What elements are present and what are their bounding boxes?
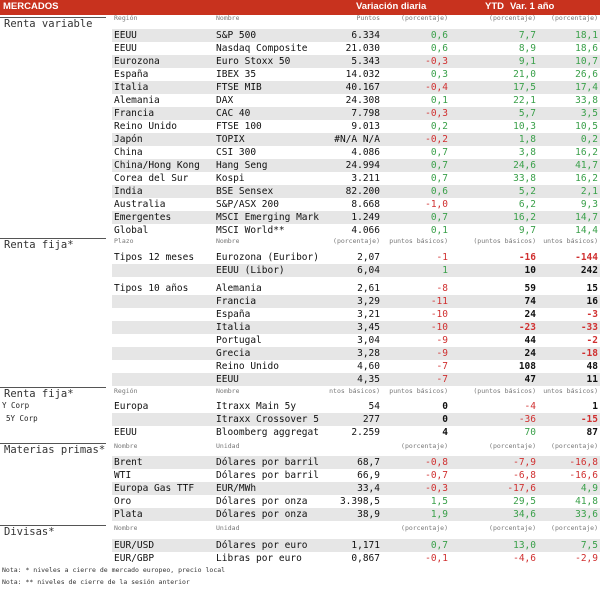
column-header: ntos básicos) <box>329 387 380 395</box>
name-cell: Portugal <box>216 335 262 346</box>
ytd-cell: -17,6 <box>507 483 536 494</box>
region-cell: Italia <box>114 82 149 93</box>
value-cell: 5.343 <box>351 56 380 67</box>
column-header: (porcentaje) <box>551 442 598 450</box>
column-header: (porcentaje) <box>333 237 380 245</box>
header-ytd: YTD <box>485 1 504 12</box>
ytd-cell: 10 <box>524 265 536 276</box>
region-cell: Alemania <box>114 95 160 106</box>
name-cell: España <box>216 309 251 320</box>
column-header: Puntos <box>356 14 380 22</box>
year-cell: 26,6 <box>575 69 598 80</box>
ytd-cell: 7,7 <box>518 30 536 41</box>
region-cell: Corea del Sur <box>114 173 189 184</box>
value-cell: 2,07 <box>357 252 380 263</box>
group-label-12m: Tipos 12 meses <box>114 252 195 263</box>
ytd-cell: 21,0 <box>513 69 536 80</box>
daily-cell: 0,1 <box>430 95 448 106</box>
region-cell: India <box>114 186 143 197</box>
region-cell: EEUU <box>114 427 137 438</box>
year-cell: -16,6 <box>569 470 598 481</box>
column-header: untos básicos) <box>543 237 598 245</box>
name-cell: Eurozona (Euribor) <box>216 252 319 263</box>
section-title: Renta fija* <box>4 239 74 251</box>
region-cell: EEUU <box>114 43 137 54</box>
value-cell: 7.798 <box>351 108 380 119</box>
ytd-cell: 13,0 <box>513 540 536 551</box>
ytd-cell: -4 <box>524 401 536 412</box>
column-header: Nombre <box>216 237 240 245</box>
header-title: MERCADOS <box>3 1 59 12</box>
year-cell: -2,9 <box>575 553 598 564</box>
name-cell: EUR/USD <box>114 540 155 551</box>
ytd-cell: 1,8 <box>518 134 536 145</box>
value-cell: 1,171 <box>351 540 380 551</box>
value-cell: 3,04 <box>357 335 380 346</box>
column-header: (puntos básicos) <box>473 387 536 395</box>
year-cell: 10,7 <box>575 56 598 67</box>
region-cell: Australia <box>114 199 166 210</box>
column-header: Región <box>114 387 138 395</box>
value-cell: 277 <box>362 414 380 425</box>
section-label-cr <box>0 387 106 401</box>
column-header: (porcentaje) <box>489 524 536 532</box>
header-bar <box>0 0 600 15</box>
name-cell: EUR/GBP <box>114 553 155 564</box>
ytd-cell: 5,2 <box>518 186 536 197</box>
name-cell: EEUU (Libor) <box>216 265 285 276</box>
year-cell: -15 <box>580 414 598 425</box>
ytd-cell: 16,2 <box>513 212 536 223</box>
name-cell: WTI <box>114 470 132 481</box>
header-daily: Variación diaria <box>356 1 427 12</box>
daily-cell: -7 <box>436 374 448 385</box>
value-cell: #N/A N/A <box>334 134 380 145</box>
value-cell: 24.994 <box>345 160 380 171</box>
region-cell: Global <box>114 225 149 236</box>
ytd-cell: 34,6 <box>513 509 536 520</box>
value-cell: 3,21 <box>357 309 380 320</box>
region-cell: China <box>114 147 143 158</box>
ytd-cell: 3,8 <box>518 147 536 158</box>
year-cell: 48 <box>586 361 598 372</box>
daily-cell: 0,2 <box>430 121 448 132</box>
value-cell: 14.032 <box>345 69 380 80</box>
name-cell: Nasdaq Composite <box>216 43 308 54</box>
value-cell: 40.167 <box>345 82 380 93</box>
daily-cell: -11 <box>430 296 448 307</box>
name-cell: CAC 40 <box>216 108 251 119</box>
daily-cell: 0,7 <box>430 147 448 158</box>
daily-cell: -0,3 <box>425 108 448 119</box>
unit-cell: Dólares por onza <box>216 496 308 507</box>
unit-cell: Dólares por onza <box>216 509 308 520</box>
daily-cell: -10 <box>430 322 448 333</box>
year-cell: 87 <box>586 427 598 438</box>
section-label-rf <box>0 238 106 252</box>
daily-cell: 0 <box>442 414 448 425</box>
column-header: Plazo <box>114 237 134 245</box>
column-header: untos básicos) <box>543 387 598 395</box>
year-cell: 10,5 <box>575 121 598 132</box>
section-label-dv <box>0 525 106 539</box>
daily-cell: 0,7 <box>430 540 448 551</box>
unit-cell: Dólares por barril <box>216 470 319 481</box>
side-label: 5Y Corp <box>6 414 38 423</box>
region-cell: Reino Unido <box>114 121 177 132</box>
value-cell: 3.211 <box>351 173 380 184</box>
value-cell: 8.668 <box>351 199 380 210</box>
year-cell: 11 <box>586 374 598 385</box>
year-cell: 1 <box>592 401 598 412</box>
column-header: puntos básicos) <box>389 387 448 395</box>
name-cell: TOPIX <box>216 134 245 145</box>
ytd-cell: 17,5 <box>513 82 536 93</box>
value-cell: 3,45 <box>357 322 380 333</box>
year-cell: 0,2 <box>580 134 598 145</box>
daily-cell: -9 <box>436 348 448 359</box>
unit-cell: Dólares por euro <box>216 540 308 551</box>
daily-cell: 0,7 <box>430 173 448 184</box>
name-cell: Euro Stoxx 50 <box>216 56 291 67</box>
year-cell: 17,4 <box>575 82 598 93</box>
year-cell: -18 <box>580 348 598 359</box>
section-title: Renta fija* <box>4 388 74 400</box>
name-cell: MSCI World** <box>216 225 285 236</box>
daily-cell: 0 <box>442 401 448 412</box>
year-cell: 18,1 <box>575 30 598 41</box>
column-header: Nombre <box>114 442 138 450</box>
ytd-cell: 22,1 <box>513 95 536 106</box>
value-cell: 3,28 <box>357 348 380 359</box>
daily-cell: 1 <box>442 265 448 276</box>
column-header: (porcentaje) <box>489 442 536 450</box>
value-cell: 3.398,5 <box>339 496 380 507</box>
name-cell: S&P 500 <box>216 30 257 41</box>
name-cell: Reino Unido <box>216 361 279 372</box>
unit-cell: Dólares por barril <box>216 457 319 468</box>
value-cell: 38,9 <box>357 509 380 520</box>
year-cell: 4,9 <box>580 483 598 494</box>
ytd-cell: 5,7 <box>518 108 536 119</box>
ytd-cell: 10,3 <box>513 121 536 132</box>
daily-cell: -9 <box>436 335 448 346</box>
year-cell: 7,5 <box>580 540 598 551</box>
daily-cell: -0,2 <box>425 134 448 145</box>
ytd-cell: 29,5 <box>513 496 536 507</box>
ytd-cell: -6,8 <box>513 470 536 481</box>
daily-cell: 0,6 <box>430 30 448 41</box>
ytd-cell: -4,6 <box>513 553 536 564</box>
daily-cell: 4 <box>442 427 448 438</box>
ytd-cell: 70 <box>524 427 536 438</box>
unit-cell: Libras por euro <box>216 553 302 564</box>
column-header: puntos básicos) <box>389 237 448 245</box>
name-cell: Italia <box>216 322 251 333</box>
region-cell: Japón <box>114 134 143 145</box>
name-cell: FTSE MIB <box>216 82 262 93</box>
region-cell: China/Hong Kong <box>114 160 200 171</box>
value-cell: 6.334 <box>351 30 380 41</box>
year-cell: 14,4 <box>575 225 598 236</box>
region-cell: Eurozona <box>114 56 160 67</box>
column-header: (porcentaje) <box>401 524 448 532</box>
name-cell: Brent <box>114 457 143 468</box>
name-cell: CSI 300 <box>216 147 257 158</box>
ytd-cell: -16 <box>518 252 536 263</box>
name-cell: BSE Sensex <box>216 186 274 197</box>
column-header: Unidad <box>216 524 240 532</box>
value-cell: 9.013 <box>351 121 380 132</box>
ytd-cell: -7,9 <box>513 457 536 468</box>
value-cell: 6,04 <box>357 265 380 276</box>
daily-cell: 0,7 <box>430 212 448 223</box>
column-header: (porcentaje) <box>401 14 448 22</box>
ytd-cell: 108 <box>518 361 536 372</box>
daily-cell: 0,6 <box>430 43 448 54</box>
name-cell: Oro <box>114 496 132 507</box>
name-cell: EEUU <box>216 374 239 385</box>
daily-cell: 0,6 <box>430 186 448 197</box>
value-cell: 4.066 <box>351 225 380 236</box>
value-cell: 2,61 <box>357 283 380 294</box>
column-header: (porcentaje) <box>551 524 598 532</box>
year-cell: 9,3 <box>580 199 598 210</box>
name-cell: DAX <box>216 95 234 106</box>
ytd-cell: 59 <box>524 283 536 294</box>
note-2: Nota: ** niveles de cierre de la sesión anterior <box>2 578 190 586</box>
column-header: Unidad <box>216 442 240 450</box>
daily-cell: -1,0 <box>425 199 448 210</box>
section-title: Renta variable <box>4 18 93 30</box>
name-cell: IBEX 35 <box>216 69 257 80</box>
name-cell: Kospi <box>216 173 245 184</box>
name-cell: Grecia <box>216 348 251 359</box>
name-cell: Hang Seng <box>216 160 268 171</box>
column-header: (porcentaje) <box>401 442 448 450</box>
ytd-cell: 44 <box>524 335 536 346</box>
daily-cell: -0,8 <box>425 457 448 468</box>
year-cell: 16 <box>586 296 598 307</box>
column-header: (puntos básicos) <box>473 237 536 245</box>
daily-cell: 0,3 <box>430 69 448 80</box>
ytd-cell: -23 <box>518 322 536 333</box>
year-cell: 41,7 <box>575 160 598 171</box>
ytd-cell: 6,2 <box>518 199 536 210</box>
header-year: Var. 1 año <box>510 1 555 12</box>
year-cell: 15 <box>586 283 598 294</box>
value-cell: 82.200 <box>345 186 380 197</box>
daily-cell: 0,1 <box>430 225 448 236</box>
ytd-cell: 47 <box>524 374 536 385</box>
value-cell: 2.259 <box>351 427 380 438</box>
column-header: Nombre <box>216 14 240 22</box>
column-header: Nombre <box>216 387 240 395</box>
region-cell: España <box>114 69 149 80</box>
year-cell: 242 <box>580 265 598 276</box>
year-cell: 3,5 <box>580 108 598 119</box>
year-cell: 2,1 <box>580 186 598 197</box>
name-cell: MSCI Emerging Mark <box>216 212 319 223</box>
name-cell: S&P/ASX 200 <box>216 199 279 210</box>
ytd-cell: 24 <box>524 309 536 320</box>
year-cell: -16,8 <box>569 457 598 468</box>
value-cell: 1.249 <box>351 212 380 223</box>
daily-cell: 0,7 <box>430 160 448 171</box>
year-cell: 16,2 <box>575 173 598 184</box>
ytd-cell: 24 <box>524 348 536 359</box>
ytd-cell: 8,9 <box>518 43 536 54</box>
value-cell: 4,60 <box>357 361 380 372</box>
name-cell: Alemania <box>216 283 262 294</box>
value-cell: 4,35 <box>357 374 380 385</box>
section-title: Divisas* <box>4 526 55 538</box>
year-cell: -144 <box>575 252 598 263</box>
year-cell: 18,6 <box>575 43 598 54</box>
ytd-cell: 74 <box>524 296 536 307</box>
value-cell: 4.086 <box>351 147 380 158</box>
note-1: Nota: * niveles a cierre de mercado europeo, precio local <box>2 566 226 574</box>
ytd-cell: 9,7 <box>518 225 536 236</box>
value-cell: 54 <box>368 401 380 412</box>
year-cell: -2 <box>586 335 598 346</box>
name-cell: Europa Gas TTF <box>114 483 195 494</box>
value-cell: 0,867 <box>351 553 380 564</box>
group-label-10y: Tipos 10 años <box>114 283 189 294</box>
year-cell: -3 <box>586 309 598 320</box>
year-cell: -33 <box>580 322 598 333</box>
ytd-cell: -36 <box>518 414 536 425</box>
value-cell: 33,4 <box>357 483 380 494</box>
value-cell: 66,9 <box>357 470 380 481</box>
year-cell: 41,8 <box>575 496 598 507</box>
section-label-mp <box>0 443 106 457</box>
daily-cell: -0,4 <box>425 82 448 93</box>
name-cell: Francia <box>216 296 257 307</box>
value-cell: 24.308 <box>345 95 380 106</box>
name-cell: Plata <box>114 509 143 520</box>
name-cell: Bloomberg aggregat <box>216 427 319 438</box>
ytd-cell: 24,6 <box>513 160 536 171</box>
section-label-rv <box>0 17 106 31</box>
side-label: Y Corp <box>2 401 30 410</box>
region-cell: Francia <box>114 108 155 119</box>
daily-cell: -7 <box>436 361 448 372</box>
daily-cell: -0,3 <box>425 483 448 494</box>
year-cell: 14,7 <box>575 212 598 223</box>
daily-cell: -0,7 <box>425 470 448 481</box>
daily-cell: -1 <box>436 252 448 263</box>
region-cell: Emergentes <box>114 212 172 223</box>
value-cell: 3,29 <box>357 296 380 307</box>
column-header: (porcentaje) <box>489 14 536 22</box>
column-header: Nombre <box>114 524 138 532</box>
region-cell: Europa <box>114 401 149 412</box>
year-cell: 33,8 <box>575 95 598 106</box>
name-cell: FTSE 100 <box>216 121 262 132</box>
column-header: Región <box>114 14 138 22</box>
daily-cell: -0,1 <box>425 553 448 564</box>
daily-cell: 1,9 <box>430 509 448 520</box>
ytd-cell: 33,8 <box>513 173 536 184</box>
name-cell: Itraxx Main 5y <box>216 401 297 412</box>
name-cell: Itraxx Crossover 5 <box>216 414 319 425</box>
daily-cell: -0,3 <box>425 56 448 67</box>
value-cell: 21.030 <box>345 43 380 54</box>
section-title: Materias primas* <box>4 444 106 456</box>
value-cell: 68,7 <box>357 457 380 468</box>
region-cell: EEUU <box>114 30 137 41</box>
column-header: (porcentaje) <box>551 14 598 22</box>
year-cell: 33,6 <box>575 509 598 520</box>
daily-cell: -8 <box>436 283 448 294</box>
unit-cell: EUR/MWh <box>216 483 257 494</box>
year-cell: 16,2 <box>575 147 598 158</box>
daily-cell: -10 <box>430 309 448 320</box>
daily-cell: 1,5 <box>430 496 448 507</box>
ytd-cell: 9,1 <box>518 56 536 67</box>
